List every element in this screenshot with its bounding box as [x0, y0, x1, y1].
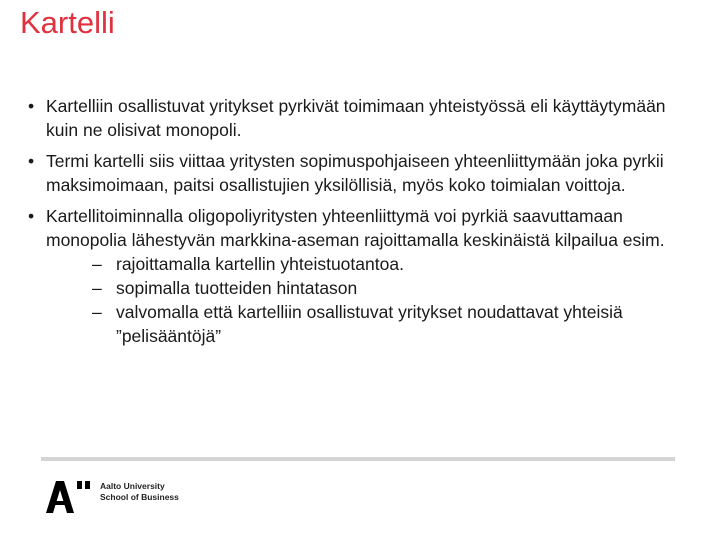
university-label: Aalto University — [100, 481, 165, 491]
page-title: Kartelli — [20, 5, 115, 40]
sub-item-text: valvomalla että kartelliin osallistuvat yritykset noudattavat yhteisiä ”pelisääntöjä” — [116, 302, 623, 346]
school-label: School of Business — [100, 492, 179, 502]
list-item — [28, 94, 688, 142]
sub-list-item — [64, 300, 688, 348]
dash-marker: – — [92, 278, 102, 298]
list-item — [28, 149, 688, 197]
sub-item-text: rajoittamalla kartellin yhteistuotantoa. — [116, 254, 404, 274]
bullet-text: Kartelliin osallistuvat yritykset pyrkivät toimimaan yhteistyössä eli käyttäytymään kuin ne olisivat monopoli. — [46, 96, 666, 140]
sub-list-item — [64, 276, 688, 300]
bullet-text: Termi kartelli siis viittaa yritysten sopimuspohjaiseen yhteenliittymään joka pyrkii maksimoimaan, paitsi osallistujien yksilöllisiä, myös koko toimialan voittoja. — [46, 151, 664, 195]
divider — [41, 457, 675, 461]
bullet-list — [28, 94, 688, 355]
dash-marker: – — [92, 254, 102, 274]
sub-list-item — [64, 252, 688, 276]
university-name — [100, 481, 179, 503]
bullet-text: Kartellitoiminnalla oligopoliyritysten yhteenliittymä voi pyrkiä saavuttamaan monopolia lähestyvän markkina-aseman rajoittamalla keskinäistä kilpailua esim. — [46, 206, 665, 250]
bullet-marker: • — [28, 206, 35, 226]
bullet-marker: • — [28, 96, 35, 116]
sub-list — [64, 252, 688, 348]
sub-item-text: sopimalla tuotteiden hintatason — [116, 278, 358, 298]
list-item — [28, 204, 688, 348]
bullet-marker: • — [28, 151, 35, 171]
aalto-logo-icon — [46, 481, 92, 513]
dash-marker: – — [92, 302, 102, 322]
